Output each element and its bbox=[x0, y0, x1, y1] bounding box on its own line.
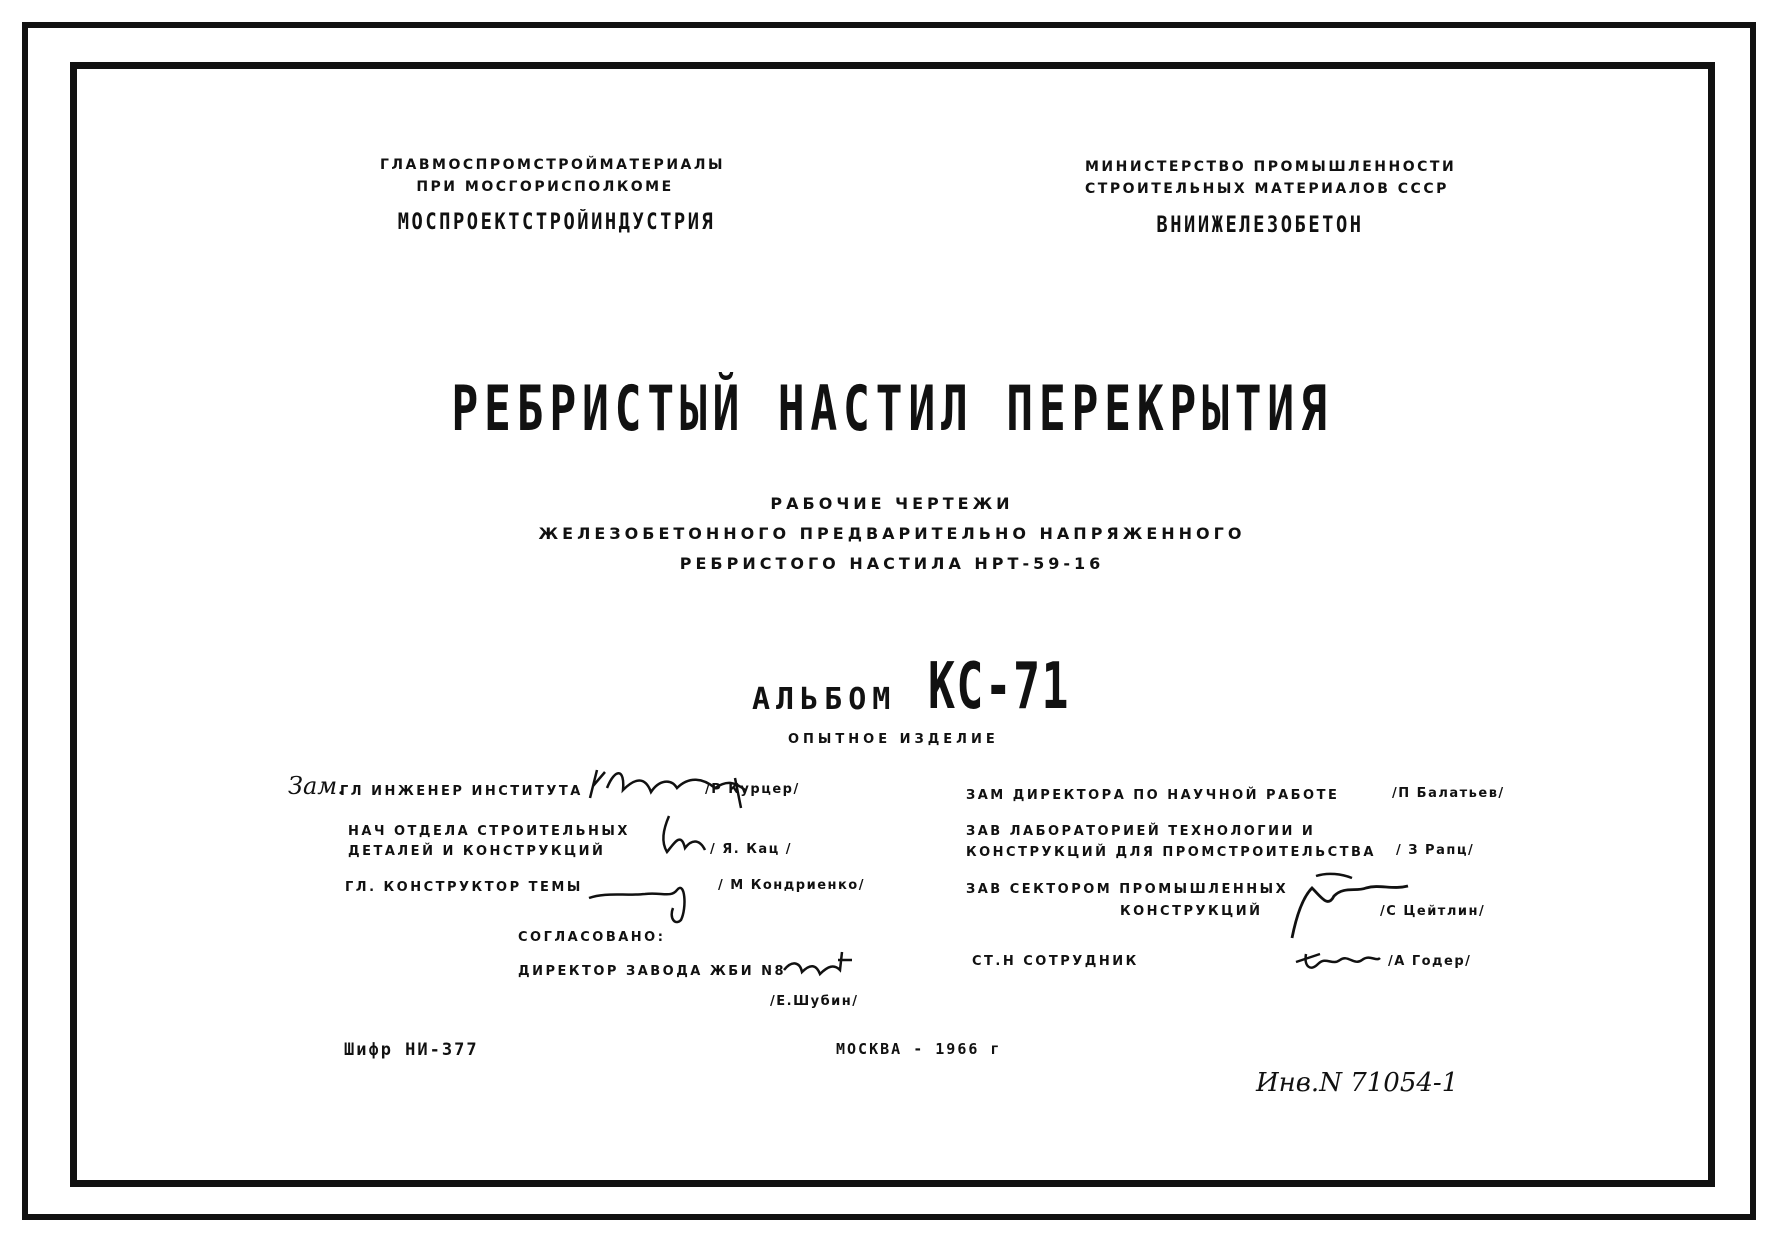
right-org-line1: МИНИСТЕРСТВО ПРОМЫШЛЕННОСТИ bbox=[1085, 159, 1457, 175]
left-sig-row3-title: ГЛ. КОНСТРУКТОР ТЕМЫ bbox=[345, 880, 583, 895]
subtitle-line3: РЕБРИСТОГО НАСТИЛА НРТ-59-16 bbox=[679, 554, 1105, 573]
right-sig-row4-title: СТ.Н СОТРУДНИК bbox=[972, 954, 1139, 969]
right-sig-row2-title-a: ЗАВ ЛАБОРАТОРИЕЙ ТЕХНОЛОГИИ И bbox=[966, 824, 1316, 839]
right-sig-row3-title-a: ЗАВ СЕКТОРОМ ПРОМЫШЛЕННЫХ bbox=[966, 882, 1289, 897]
left-sig-row2-title-a: НАЧ ОТДЕЛА СТРОИТЕЛЬНЫХ bbox=[348, 824, 630, 839]
signature-scrawl-3 bbox=[585, 868, 705, 928]
left-org-line2: ПРИ МОСГОРИСПОЛКОМЕ bbox=[416, 179, 674, 195]
left-sig-row3-name: / М Кондриенко/ bbox=[718, 878, 865, 893]
left-sig-row2-title-b: ДЕТАЛЕЙ И КОНСТРУКЦИЙ bbox=[348, 844, 606, 859]
left-org-line1: ГЛАВМОСПРОМСТРОЙМАТЕРИАЛЫ bbox=[380, 157, 726, 173]
inventory-number: Инв.N 71054-1 bbox=[1256, 1068, 1459, 1098]
right-sig-row2-title-b: КОНСТРУКЦИЙ ДЛЯ ПРОМСТРОИТЕЛЬСТВА bbox=[966, 845, 1376, 860]
signature-scrawl-1 bbox=[585, 758, 765, 818]
city-year: МОСКВА - 1966 г bbox=[836, 1040, 1002, 1058]
right-sig-row4-name: /А Годер/ bbox=[1388, 954, 1472, 969]
album-label: АЛЬБОМ bbox=[752, 682, 897, 717]
signature-scrawl-2 bbox=[655, 812, 715, 862]
handwritten-prefix: Зам. bbox=[288, 772, 345, 800]
left-org-header bbox=[380, 154, 726, 198]
right-sig-row3-title-b: КОНСТРУКЦИЙ bbox=[1120, 904, 1263, 919]
signature-scrawl-6 bbox=[1290, 936, 1390, 986]
agreed-label: СОГЛАСОВАНО: bbox=[518, 930, 666, 945]
right-org-line2: СТРОИТЕЛЬНЫХ МАТЕРИАЛОВ СССР bbox=[1085, 181, 1449, 197]
right-sig-row1-title: ЗАМ ДИРЕКТОРА ПО НАУЧНОЙ РАБОТЕ bbox=[966, 788, 1340, 803]
right-org-header bbox=[1085, 156, 1457, 200]
album-code: КС-71 bbox=[928, 650, 1070, 724]
factory-director-name: /Е.Шубин/ bbox=[770, 994, 859, 1009]
inner-frame bbox=[70, 62, 1715, 1187]
cipher-label: Шифр НИ-377 bbox=[344, 1040, 479, 1060]
left-sig-row1-title: ГЛ ИНЖЕНЕР ИНСТИТУТА bbox=[340, 784, 583, 799]
left-org-name: МОСПРОЕКТСТРОЙИНДУСТРИЯ bbox=[397, 210, 716, 235]
album-note: ОПЫТНОЕ ИЗДЕЛИЕ bbox=[788, 732, 999, 747]
right-org-name: ВНИИЖЕЛЕЗОБЕТОН bbox=[1156, 213, 1364, 238]
right-sig-row2-name: / З Рапц/ bbox=[1396, 843, 1475, 858]
left-sig-row1-name: /Р Курцер/ bbox=[705, 782, 800, 797]
right-sig-row1-name: /П Балатьев/ bbox=[1392, 786, 1505, 801]
left-sig-row2-name: / Я. Кац / bbox=[710, 842, 793, 857]
document-title: РЕБРИСТЫЙ НАСТИЛ ПЕРЕКРЫТИЯ bbox=[451, 372, 1333, 445]
factory-director-title: ДИРЕКТОР ЗАВОДА ЖБИ N8 bbox=[518, 964, 787, 979]
right-sig-row3-name: /С Цейтлин/ bbox=[1380, 904, 1486, 919]
subtitle-line2: ЖЕЛЕЗОБЕТОННОГО ПРЕДВАРИТЕЛЬНО НАПРЯЖЕННОГО bbox=[538, 524, 1246, 543]
subtitle-line1: РАБОЧИЕ ЧЕРТЕЖИ bbox=[770, 494, 1014, 513]
signature-scrawl-4 bbox=[780, 946, 870, 986]
